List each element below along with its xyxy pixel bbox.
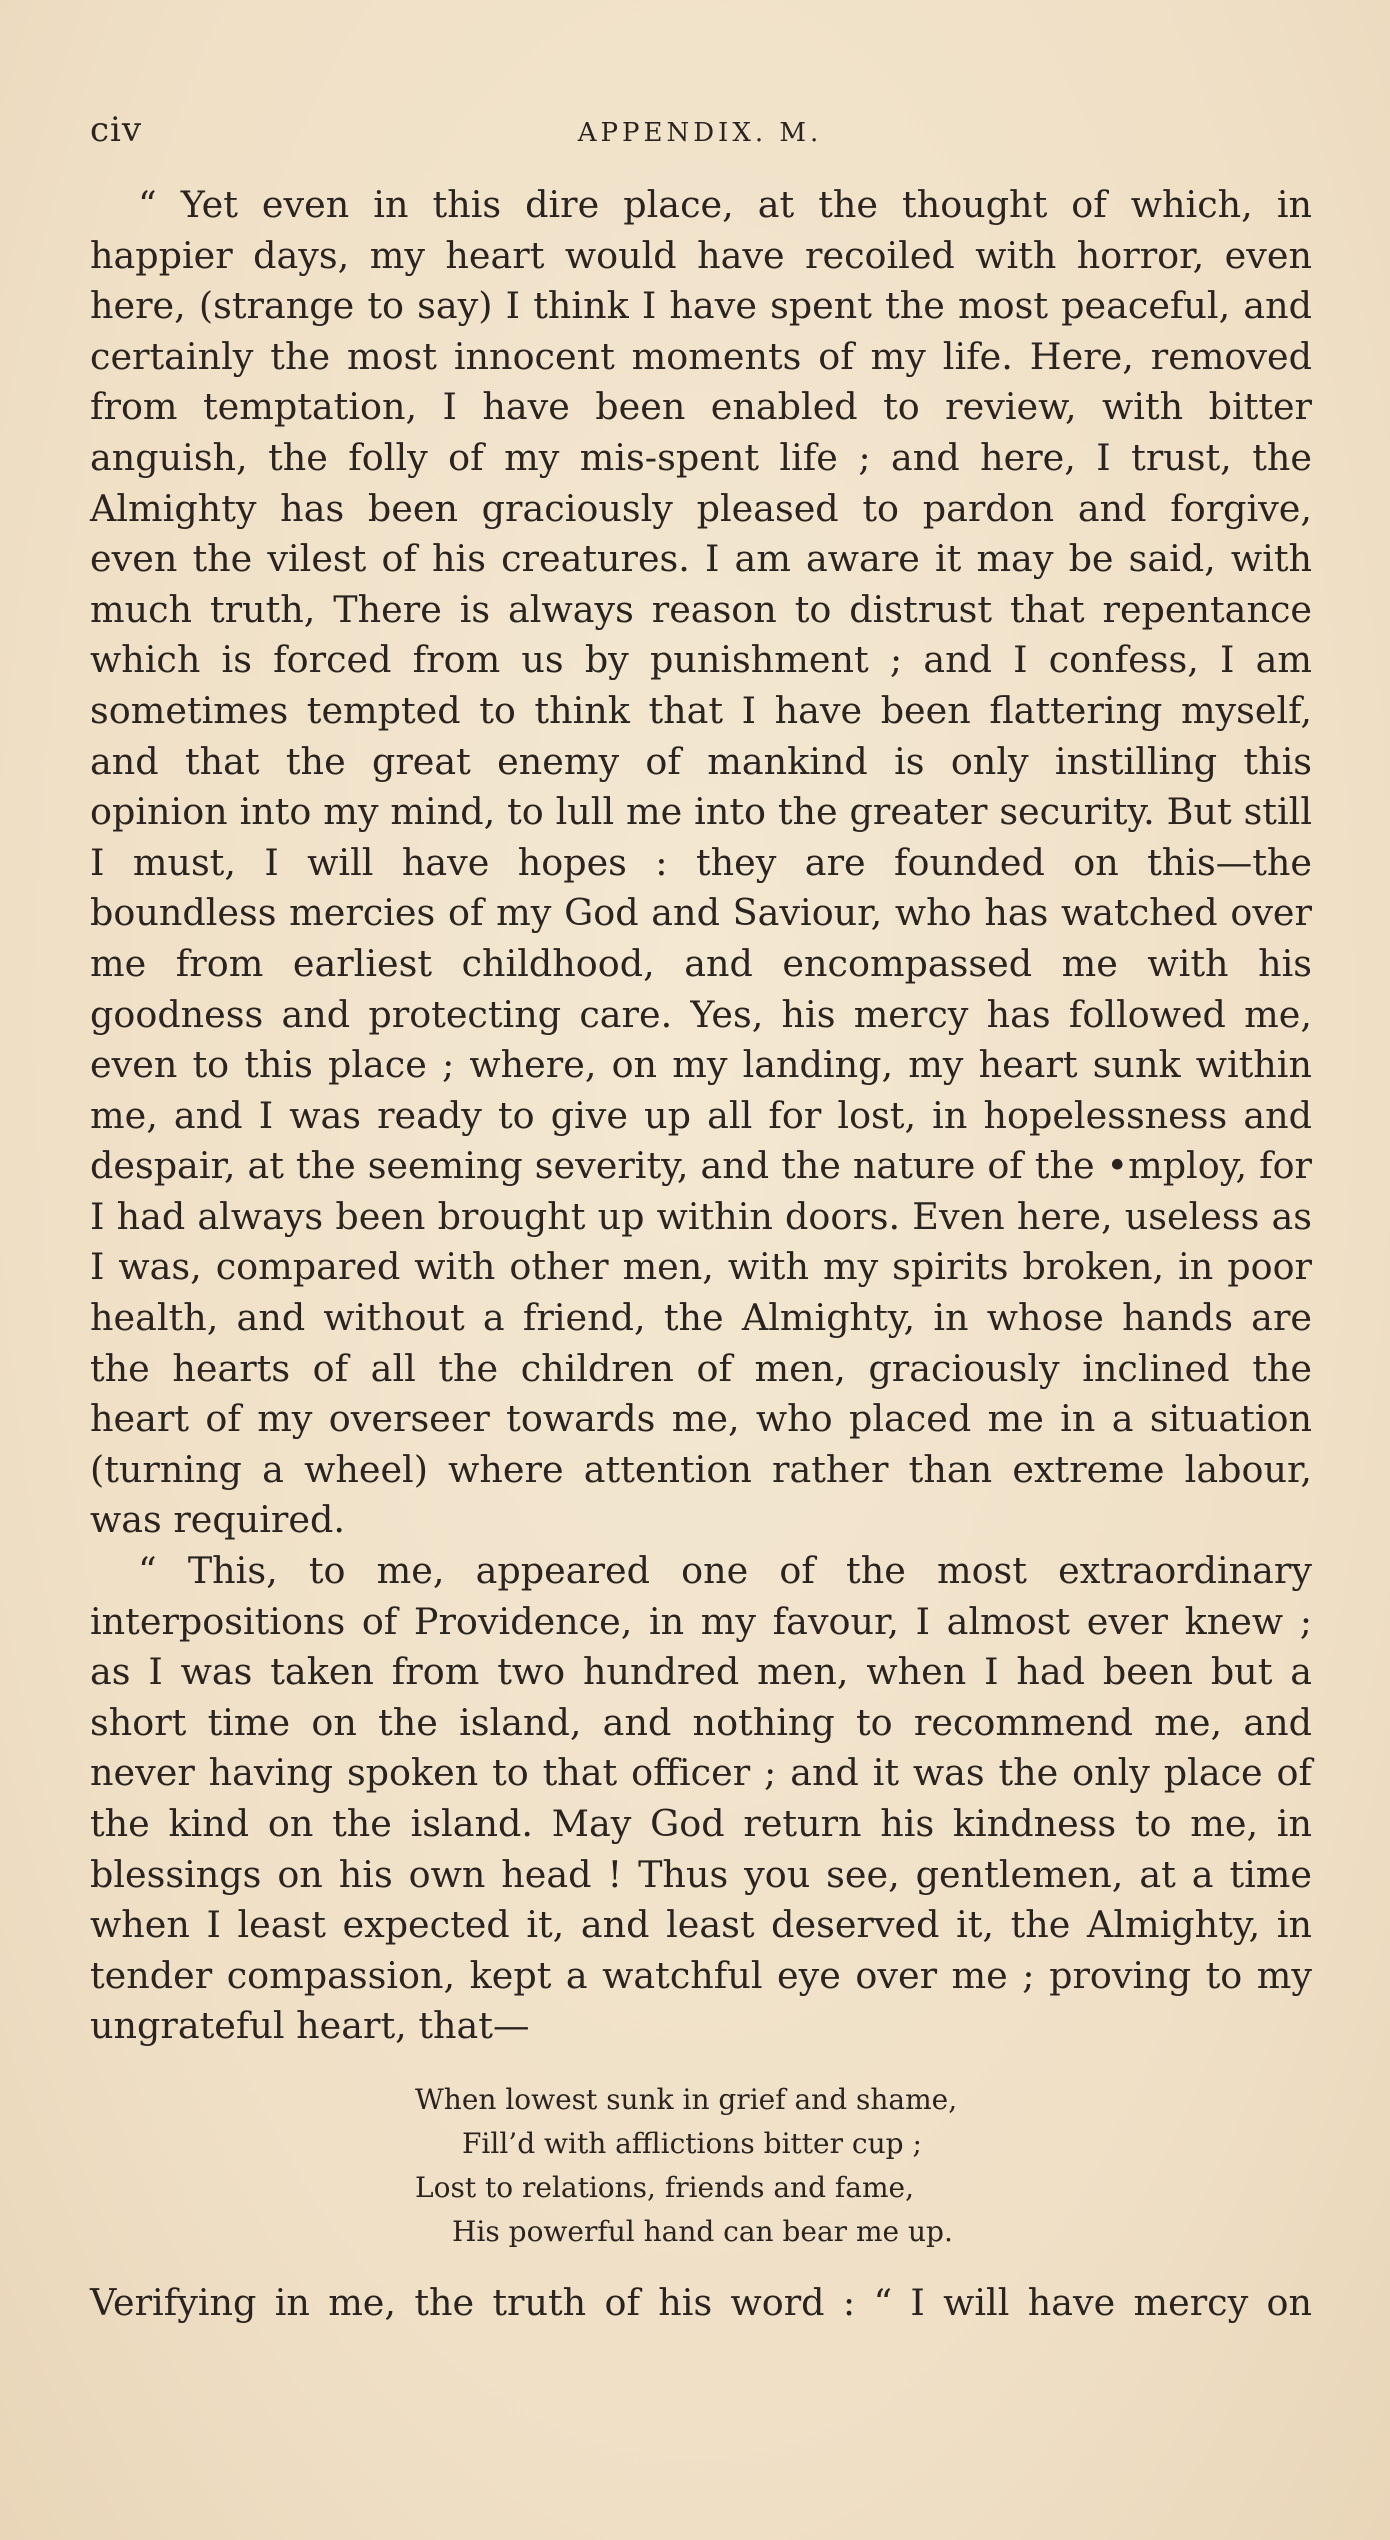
- verse-line: Fill’d with afflictions bitter cup ;: [462, 2126, 922, 2160]
- verse-stanza: [90, 2078, 1312, 2254]
- running-head: [90, 110, 1310, 170]
- page-number: civ: [90, 110, 143, 150]
- paragraph-2: “ This, to me, appeared one of the most extraordinary interpositions of Providence, in my favour, I almost ever knew ; as I was taken from two hundred men, when I had been but a short time on the island, and nothing to recommend me, and never having spoken to that officer ; and it was the only place of the kind on the island. May God return his kindness to me, in blessings on his own head ! Thus you see, gentlemen, at a time when I least expected it, and least deserved it, the Almighty, in tender compassion, kept a watchful eye over me ; proving to my ungrateful heart, that—: [90, 1549, 1312, 2048]
- verse-line: When lowest sunk in grief and shame,: [415, 2082, 958, 2116]
- closing-line: Verifying in me, the truth of his word : “ I will have mercy on: [90, 2280, 1312, 2324]
- running-title: APPENDIX. M.: [577, 118, 823, 148]
- verse-line: Lost to relations, friends and fame,: [415, 2170, 914, 2204]
- paragraph-1: “ Yet even in this dire place, at the thought of which, in happier days, my heart would have recoiled with horror, even here, (strange to say) I think I have spent the most peaceful, and certainly the most innocent moments of my life. Here, removed from temptation, I have been enabled to review, with bitter anguish, the folly of my mis-spent life ; and here, I trust, the Almighty has been graciously pleased to pardon and forgive, even the vilest of his creatures. I am aware it may be said, with much truth, There is always reason to distrust that repentance which is forced from us by punishment ; and I confess, I am sometimes tempted to think that I have been flattering myself, and that the great enemy of mankind is only instilling this opinion into my mind, to lull me into the greater security. But still I must, I will have hopes : they are founded on this—the boundless mercies of my God and Saviour, who has watched over me from earliest childhood, and encompassed me with his goodness and protecting care. Yes, his mercy has followed me, even to this place ; where, on my landing, my heart sunk within me, and I was ready to give up all for lost, in hopelessness and despair, at the seeming severity, and the nature of the •mploy, for I had always been brought up within doors. Even here, useless as I was, compared with other men, with my spirits broken, in poor health, and without a friend, the Almighty, in whose hands are the hearts of all the children of men, graciously inclined the heart of my overseer towards me, who placed me in a situation (turning a wheel) where attention rather than extreme labour, was required.: [90, 183, 1312, 1542]
- body-text: [90, 180, 1312, 2329]
- verse-line: His powerful hand can bear me up.: [452, 2214, 953, 2248]
